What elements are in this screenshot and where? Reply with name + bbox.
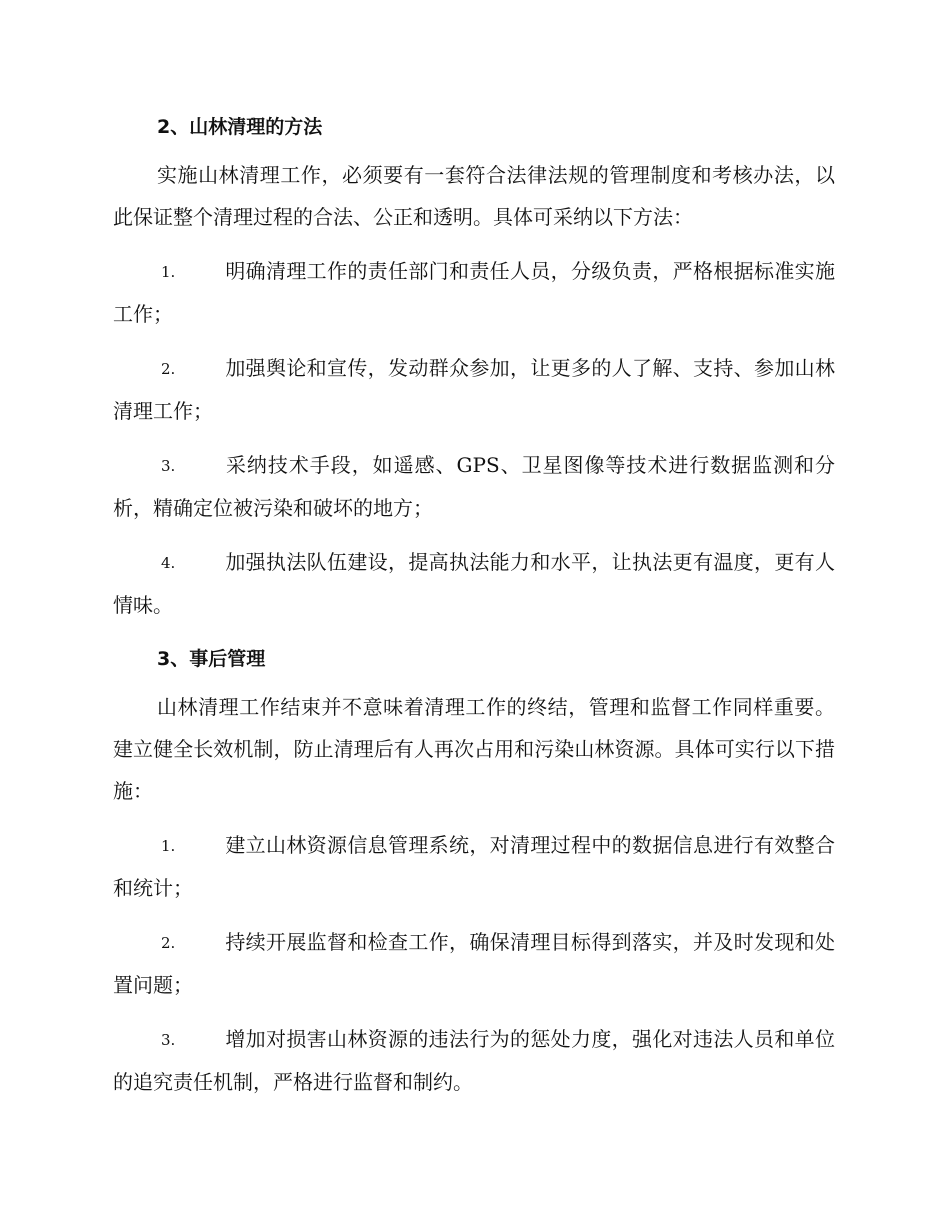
section-methods: [113, 106, 835, 626]
list-item: [113, 1018, 835, 1103]
list-item-number: 4.: [161, 554, 176, 572]
list-item-text: 持续开展监督和检查工作，确保清理目标得到落实，并及时发现和处置问题；: [113, 930, 835, 997]
section-intro: 山林清理工作结束并不意味着清理工作的终结，管理和监督工作同样重要。建立健全长效机制，防止清理后有人再次占用和污染山林资源。具体可实行以下措施：: [113, 695, 835, 803]
list-item: [113, 541, 835, 626]
list-item-number: 3.: [161, 1031, 176, 1049]
section-aftercare: [113, 638, 835, 1103]
list-item: [113, 444, 835, 529]
list-item-number: 1.: [161, 837, 176, 855]
list-item-number: 1.: [161, 263, 176, 281]
list-item-text: 增加对损害山林资源的违法行为的惩处力度，强化对违法人员和单位的追究责任机制，严格进行监督和制约。: [113, 1027, 835, 1094]
list-item: [113, 921, 835, 1006]
list-item: [113, 347, 835, 432]
section-intro: 实施山林清理工作，必须要有一套符合法律法规的管理制度和考核办法，以此保证整个清理过程的合法、公正和透明。具体可采纳以下方法：: [113, 163, 835, 229]
list-item-text: 采纳技术手段，如遥感、GPS、卫星图像等技术进行数据监测和分析，精确定位被污染和破坏的地方；: [113, 453, 835, 520]
list-item-text: 建立山林资源信息管理系统，对清理过程中的数据信息进行有效整合和统计；: [113, 833, 835, 900]
list-item-number: 3.: [161, 457, 176, 475]
section-heading: 2、山林清理的方法: [157, 116, 323, 138]
list-item-text: 明确清理工作的责任部门和责任人员，分级负责，严格根据标准实施工作；: [113, 259, 835, 326]
list-item-number: 2.: [161, 934, 176, 952]
section-heading: 3、事后管理: [157, 648, 266, 670]
list-item-text: 加强舆论和宣传，发动群众参加，让更多的人了解、支持、参加山林清理工作；: [113, 356, 835, 423]
list-item-number: 2.: [161, 360, 176, 378]
document-body: [113, 106, 835, 1115]
list-item-text: 加强执法队伍建设，提高执法能力和水平，让执法更有温度，更有人情味。: [113, 550, 835, 617]
list-item: [113, 824, 835, 909]
list-item: [113, 250, 835, 335]
